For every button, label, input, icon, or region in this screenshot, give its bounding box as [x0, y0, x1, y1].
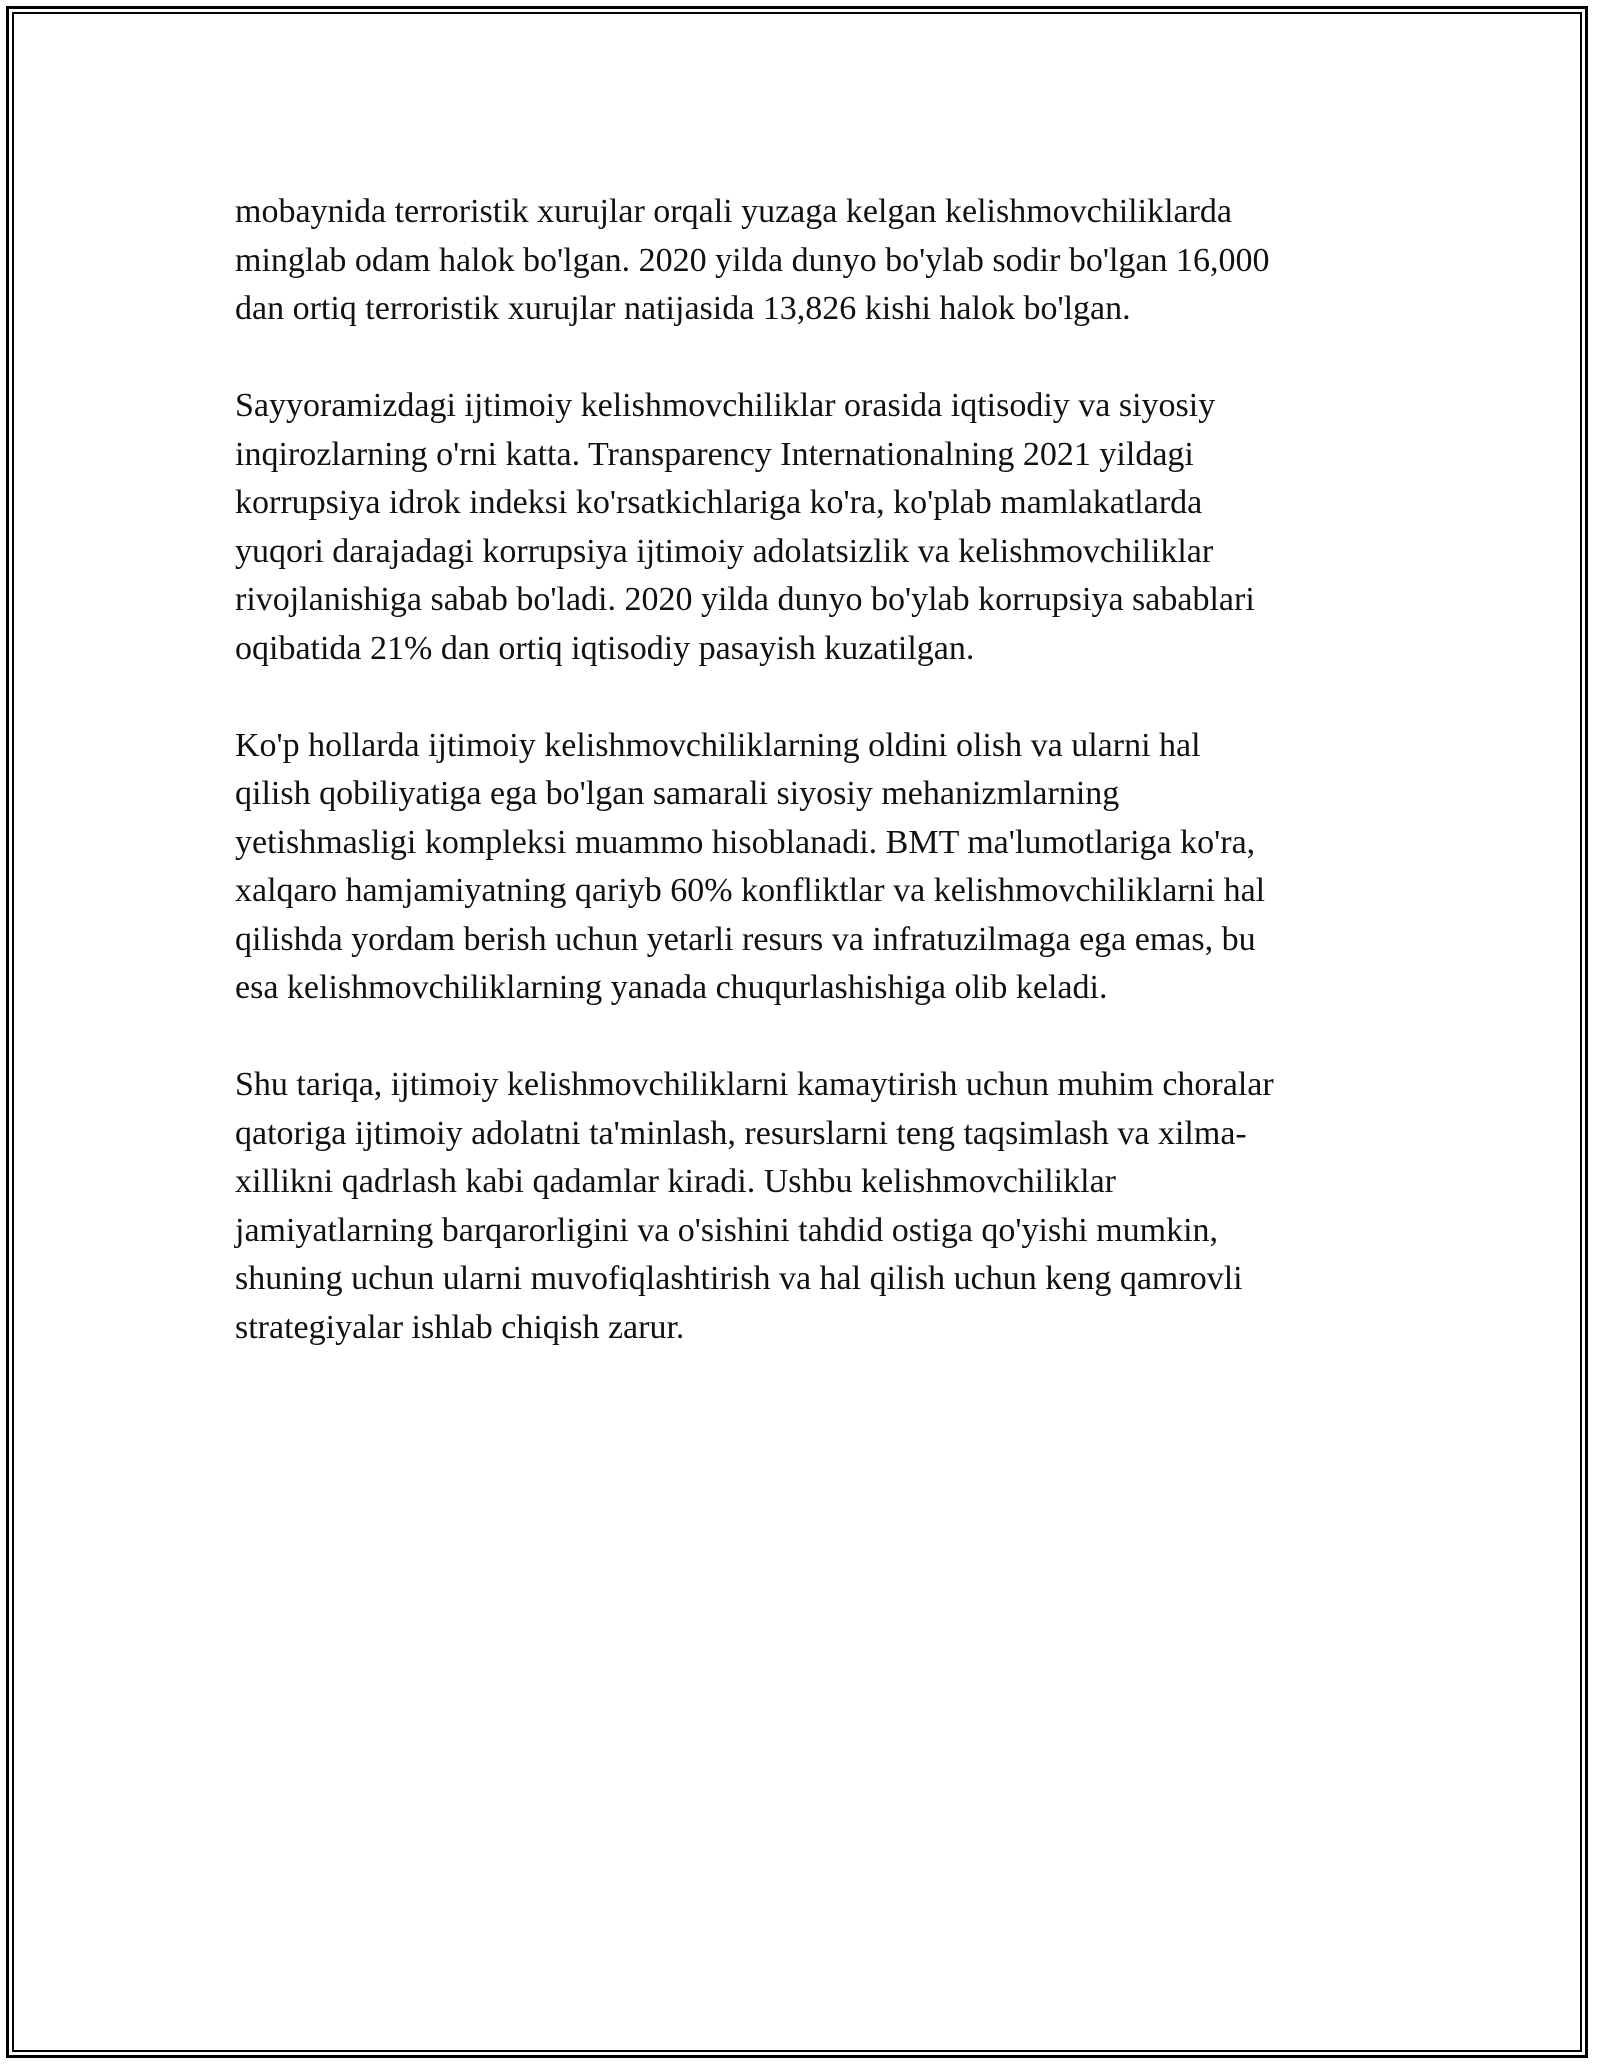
text-line: qilishda yordam berish uchun yetarli resurs va infratuzilmaga ega emas, bu [235, 920, 1256, 958]
text-line: Shu tariqa, ijtimoiy kelishmovchiliklarni kamaytirish uchun muhim choralar [235, 1066, 1274, 1103]
text-line: inqirozlarning o'rni katta. Transparency Internationalning 2021 yildagi [235, 435, 1194, 473]
text-line: qatoriga ijtimoiy adolatni ta'minlash, resurslarni teng taqsimlash va xilma- [235, 1114, 1247, 1152]
text-line: yetishmasligi kompleksi muammo hisoblanadi. BMT ma'lumotlariga ko'ra, [235, 823, 1256, 861]
text-line: minglab odam halok bo'lgan. 2020 yilda dunyo bo'ylab sodir bo'lgan 16,000 [235, 241, 1270, 279]
text-line: shuning uchun ularni muvofiqlashtirish va hal qilish uchun keng qamrovli [235, 1260, 1243, 1297]
text-line: oqibatida 21% dan ortiq iqtisodiy pasayish kuzatilgan. [235, 629, 975, 667]
text-line: korrupsiya idrok indeksi ko'rsatkichlariga ko'ra, ko'plab mamlakatlarda [235, 484, 1203, 521]
text-line: qilish qobiliyatiga ega bo'lgan samarali siyosiy mehanizmlarning [235, 775, 1120, 812]
text-line: mobaynida terroristik xurujlar orqali yuzaga kelgan kelishmovchiliklarda [235, 193, 1233, 230]
text-line: dan ortiq terroristik xurujlar natijasida 13,826 kishi halok bo'lgan. [235, 290, 1131, 327]
paragraph-3 [235, 722, 1365, 1013]
paragraph-4 [235, 1061, 1365, 1352]
text-line: Ko'p hollarda ijtimoiy kelishmovchiliklarning oldini olish va ularni hal [235, 726, 1201, 764]
text-line: yuqori darajadagi korrupsiya ijtimoiy adolatsizlik va kelishmovchiliklar [235, 532, 1214, 570]
paragraph-1 [235, 188, 1365, 334]
text-line: Sayyoramizdagi ijtimoiy kelishmovchiliklar orasida iqtisodiy va siyosiy [235, 387, 1216, 424]
text-line: strategiyalar ishlab chiqish zarur. [235, 1308, 685, 1346]
text-line: esa kelishmovchiliklarning yanada chuqurlashishiga olib keladi. [235, 969, 1108, 1006]
paragraph-2 [235, 382, 1365, 673]
document-body [235, 188, 1365, 1401]
text-line: xillikni qadrlash kabi qadamlar kiradi. Ushbu kelishmovchiliklar [235, 1163, 1116, 1200]
text-line: xalqaro hamjamiyatning qariyb 60% konfliktlar va kelishmovchiliklarni hal [235, 872, 1266, 909]
text-line: rivojlanishiga sabab bo'ladi. 2020 yilda dunyo bo'ylab korrupsiya sabablari [235, 581, 1255, 618]
text-line: jamiyatlarning barqarorligini va o'sishini tahdid ostiga qo'yishi mumkin, [235, 1211, 1219, 1249]
